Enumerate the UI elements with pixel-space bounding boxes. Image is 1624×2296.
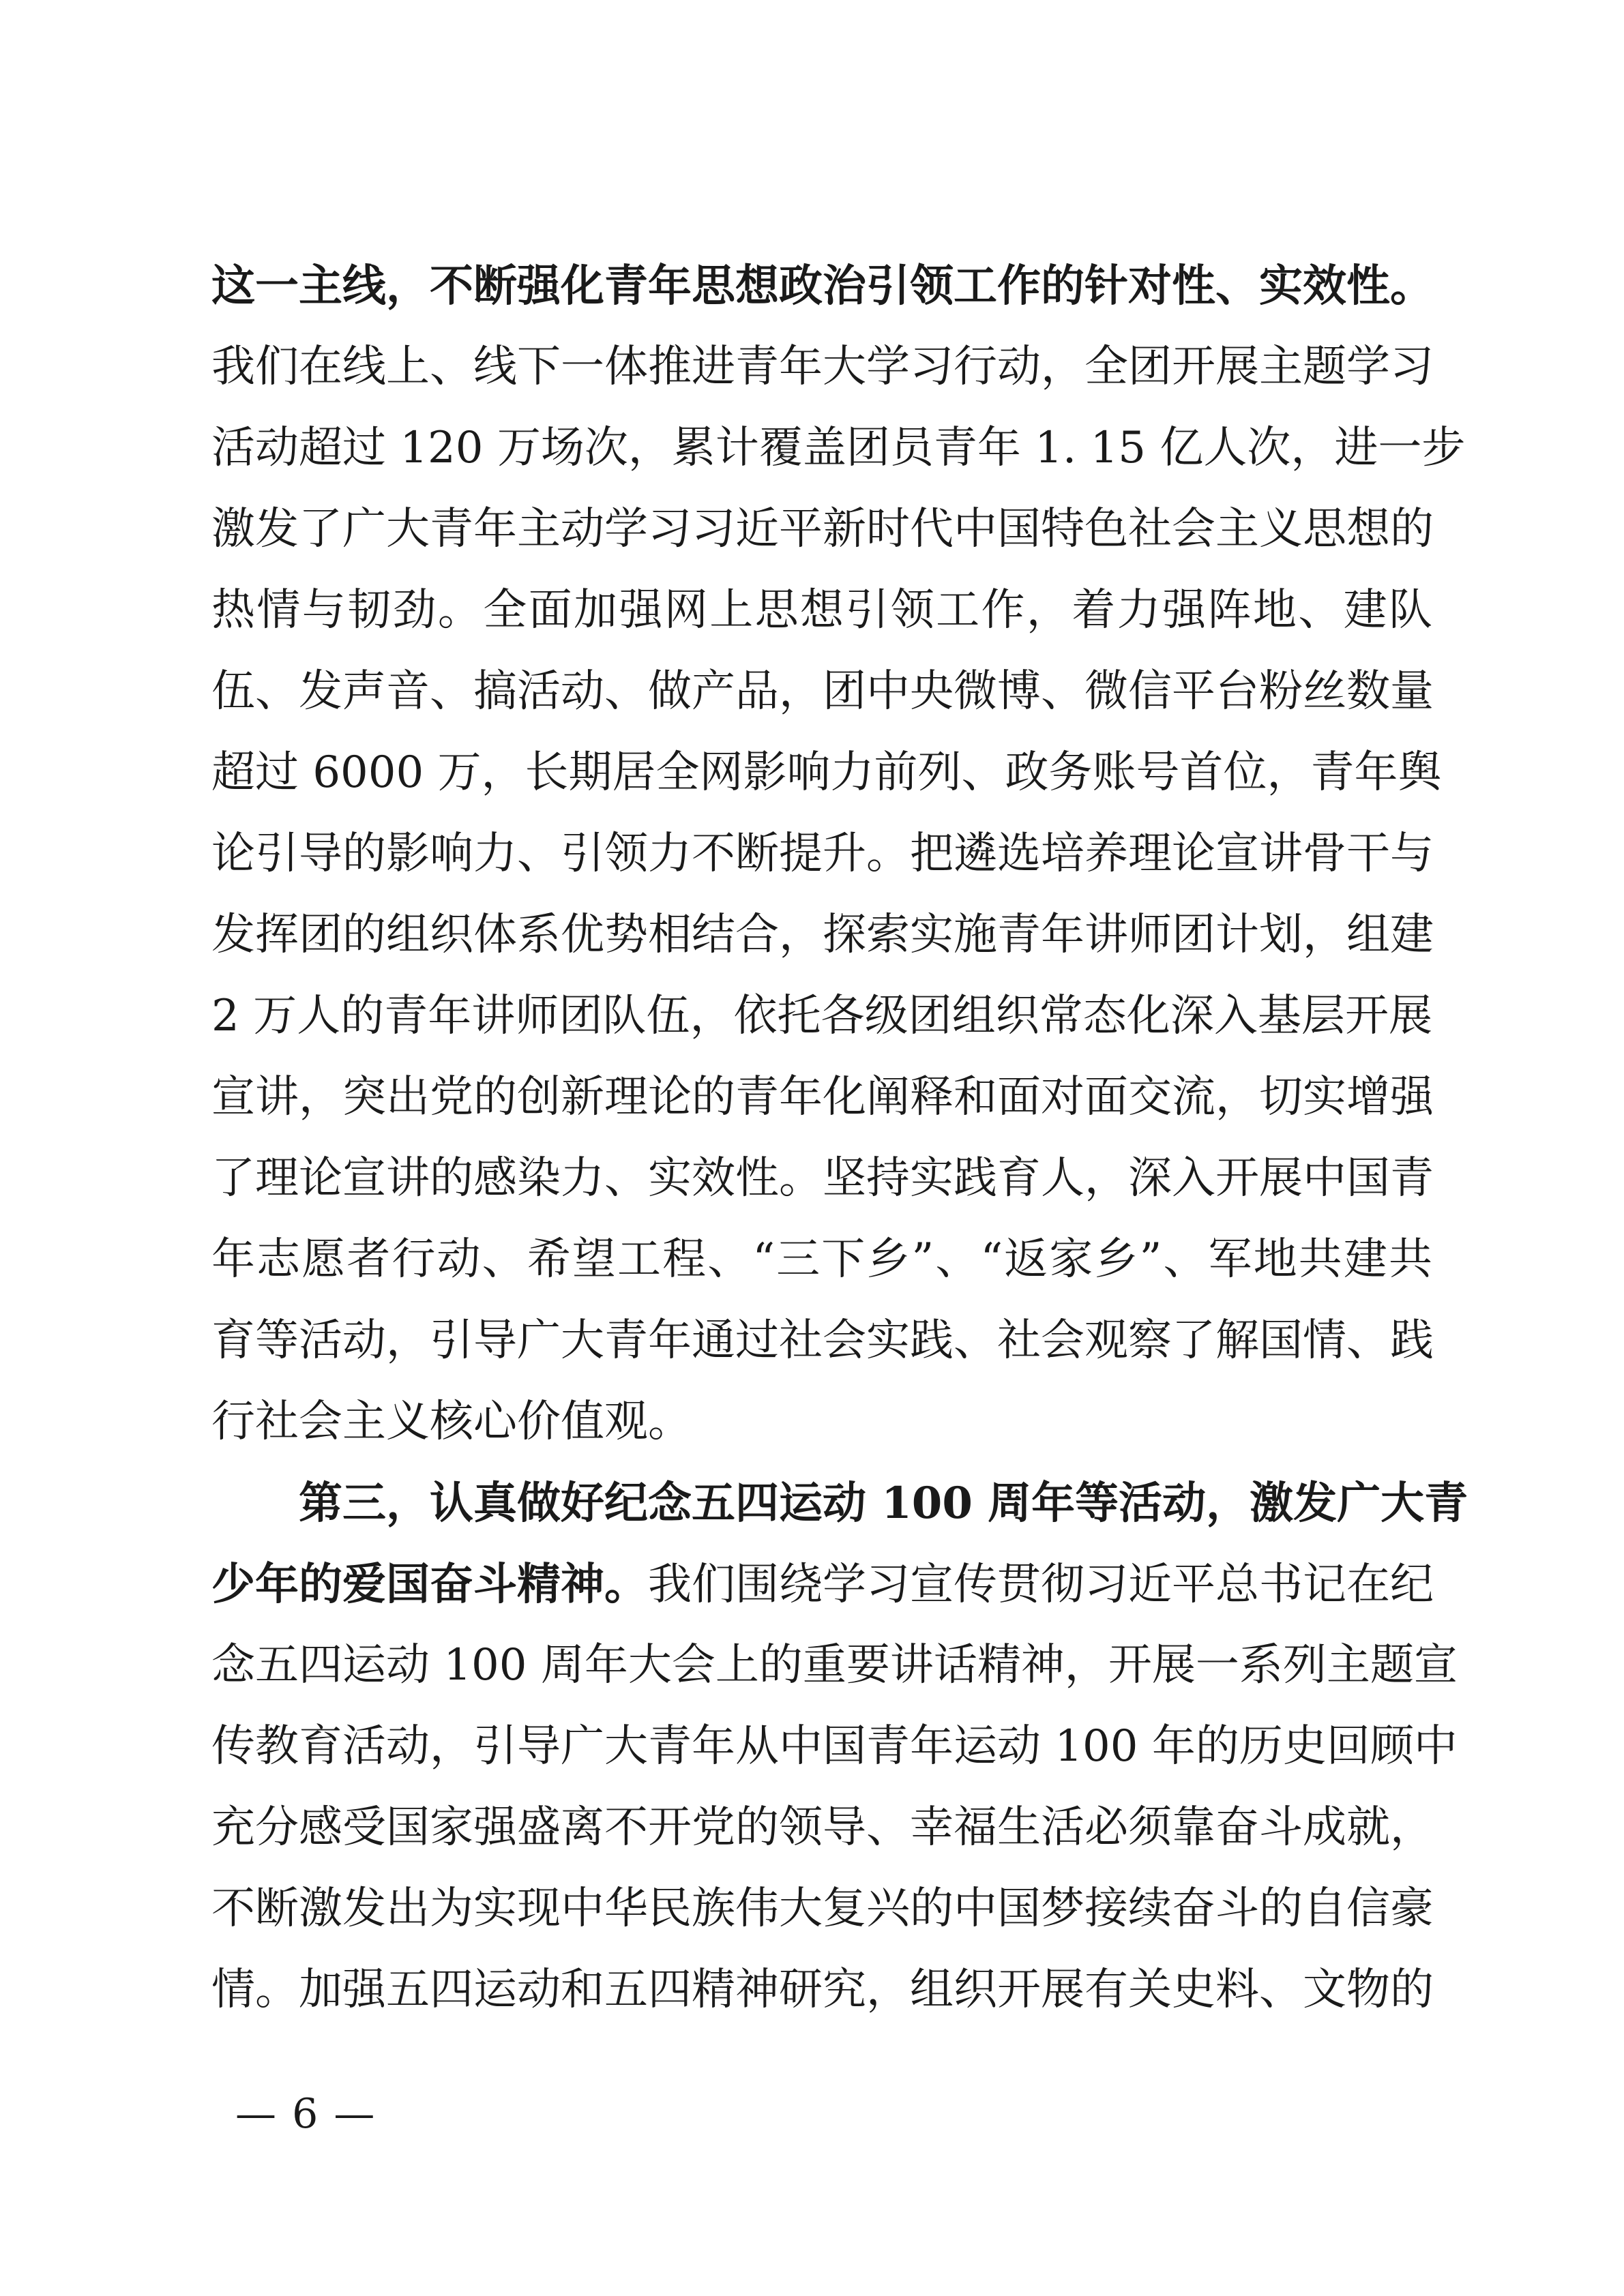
paragraph-2-heading-end: 少年的爱国奋斗精神。 <box>211 1559 648 1610</box>
page-number: — 6 — <box>235 2090 377 2138</box>
paragraph-1-line-13: 年志愿者行动、希望工程、“三下乡”、“返家乡”、军地共建共 <box>211 1234 1432 1285</box>
paragraph-1-line-14: 育等活动，引导广大青年通过社会实践、社会观察了解国情、践 <box>211 1315 1434 1366</box>
paragraph-1-line-10: 2 万人的青年讲师团队伍，依托各级团组织常态化深入基层开展 <box>211 991 1432 1041</box>
paragraph-1-line-12: 了理论宣讲的感染力、实效性。坚持实践育人，深入开展中国青 <box>211 1153 1434 1204</box>
paragraph-2-line-6: 不断激发出为实现中华民族伟大复兴的中国梦接续奋斗的自信豪 <box>211 1883 1434 1934</box>
paragraph-1-line-3: 活动超过 120 万场次，累计覆盖团员青年 1. 15 亿人次，进一步 <box>211 423 1466 473</box>
body-text <box>211 245 1468 2031</box>
paragraph-1-line-9: 发挥团的组织体系优势相结合，探索实施青年讲师团计划，组建 <box>211 910 1434 960</box>
paragraph-1-line-4: 激发了广大青年主动学习习近平新时代中国特色社会主义思想的 <box>211 504 1434 554</box>
paragraph-2-heading-line: 第三，认真做好纪念五四运动 100 周年等活动，激发广大青 <box>299 1478 1468 1529</box>
paragraph-1-line-5: 热情与韧劲。全面加强网上思想引领工作，着力强阵地、建队 <box>211 585 1432 636</box>
paragraph-2-line-4: 传教育活动，引导广大青年从中国青年运动 100 年的历史回顾中 <box>211 1721 1458 1772</box>
paragraph-2-line-2 <box>211 1544 1432 1625</box>
paragraph-1-line-1: 这一主线，不断强化青年思想政治引领工作的针对性、实效性。 <box>211 260 1434 312</box>
paragraph-1-line-2: 我们在线上、线下一体推进青年大学习行动，全团开展主题学习 <box>211 342 1434 392</box>
paragraph-1-line-15: 行社会主义核心价值观。 <box>211 1397 692 1447</box>
paragraph-1-line-11: 宣讲，突出党的创新理论的青年化阐释和面对面交流，切实增强 <box>211 1072 1434 1122</box>
paragraph-2-line-7: 情。加强五四运动和五四精神研究，组织开展有关史料、文物的 <box>211 1965 1434 2015</box>
paragraph-2-line-5: 充分感受国家强盛离不开党的领导、幸福生活必须靠奋斗成就， <box>211 1802 1434 1853</box>
paragraph-1-line-8: 论引导的影响力、引领力不断提升。把遴选培养理论宣讲骨干与 <box>211 829 1434 879</box>
paragraph-2-line-3: 念五四运动 100 周年大会上的重要讲话精神，开展一系列主题宣 <box>211 1640 1458 1690</box>
paragraph-1-line-7: 超过 6000 万，长期居全网影响力前列、政务账号首位，青年舆 <box>211 747 1442 798</box>
paragraph-2-line-2-text: 我们围绕学习宣传贯彻习近平总书记在纪 <box>648 1560 1434 1610</box>
paragraph-1-line-6: 伍、发声音、搞活动、做产品，团中央微博、微信平台粉丝数量 <box>211 666 1434 717</box>
